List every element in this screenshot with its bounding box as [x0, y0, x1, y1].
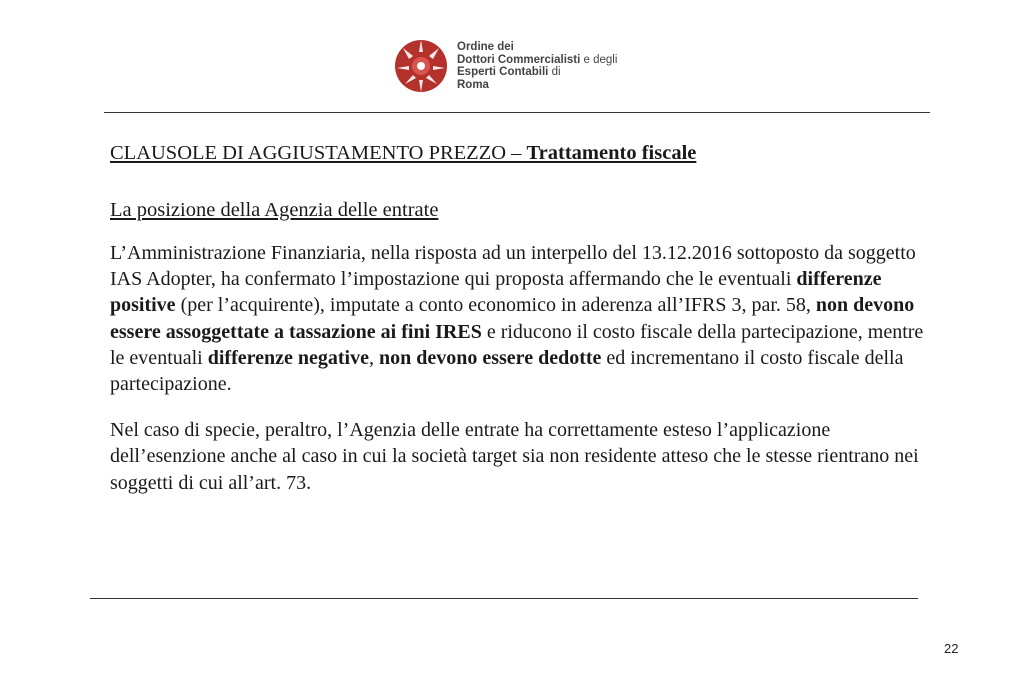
- paragraph-1: [110, 240, 940, 397]
- body-text: ed incrementano il costo fiscale della partecipazione.: [110, 346, 904, 396]
- body-text: e riducono il costo fiscale della partecipazione, mentre le eventuali: [110, 320, 924, 369]
- logo-line-4: Roma: [457, 78, 489, 91]
- slide-content: [110, 140, 940, 496]
- bold-emphasis-text: differenze positive: [110, 268, 882, 317]
- page-number: 22: [944, 641, 959, 656]
- body-text: L’Amministrazione Finanziaria, nella risposta ad un interpello del 13.12.2016 sottoposto da soggetto IAS Adopter, ha confermato l’impostazione qui proposta affermando che le eventuali: [110, 242, 916, 291]
- page-title-bold: Trattamento fiscale: [526, 142, 697, 164]
- logo-text: [457, 41, 617, 91]
- body-text: ,: [368, 346, 379, 369]
- bottom-divider: [90, 598, 918, 599]
- logo-line-1: Ordine dei: [457, 41, 514, 53]
- paragraph-2: Nel caso di specie, peraltro, l’Agenzia delle entrate ha correttamente esteso l’applicazione dell’esenzione anche al caso in cui la società target sia non residente atteso che le stesse rientrano nei soggetti di cui all’art. 73.: [110, 419, 919, 494]
- odcec-globe-logo-icon: [393, 38, 449, 94]
- bold-emphasis-text: differenze negative: [207, 346, 369, 369]
- section-subtitle: La posizione della Agenzia delle entrate: [110, 199, 439, 221]
- logo: [393, 38, 617, 94]
- logo-line-2: Dottori Commercialisti e degli: [457, 53, 618, 66]
- page-title: [110, 140, 940, 166]
- page-title-normal: CLAUSOLE DI AGGIUSTAMENTO PREZZO –: [110, 142, 527, 164]
- bold-emphasis-text: non devono essere assoggettate a tassazione ai fini IRES: [110, 294, 915, 343]
- body-text: (per l’acquirente), imputate a conto economico in aderenza all’IFRS 3, par. 58,: [175, 294, 816, 317]
- bold-emphasis-text: non devono essere dedotte: [378, 346, 602, 369]
- top-divider: [104, 112, 930, 113]
- logo-line-3: Esperti Contabili di: [457, 66, 561, 78]
